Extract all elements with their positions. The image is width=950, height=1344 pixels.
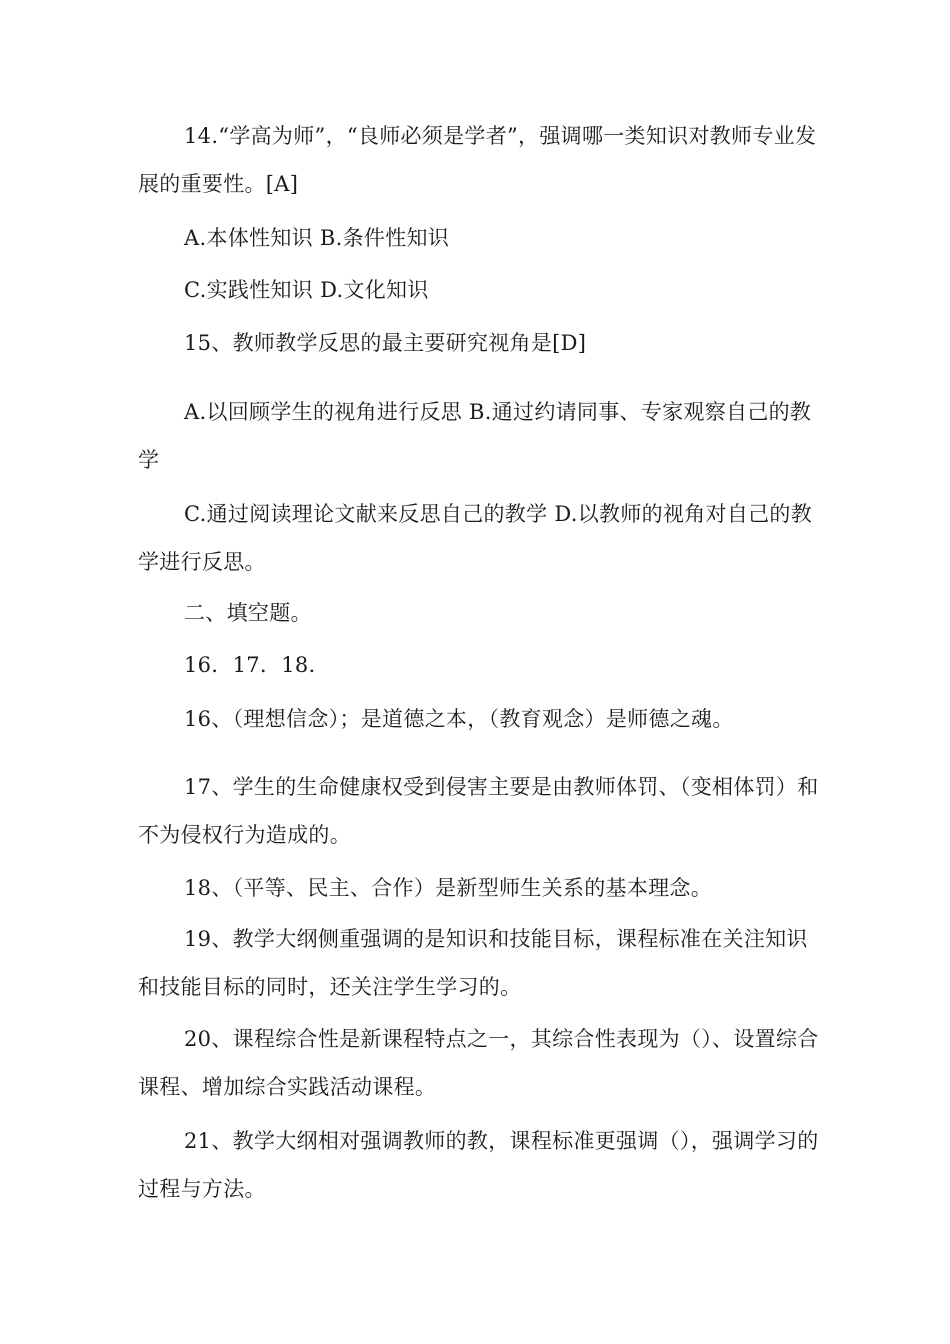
question-14: 14.“学高为师”，“良师必须是学者”，强调哪一类知识对教师专业发展的重要性。[A] bbox=[138, 124, 817, 196]
question-15-options-cd: C.通过阅读理论文献来反思自己的教学 D.以教师的视角对自己的教学进行反思。 bbox=[138, 502, 813, 574]
question-18: 18、（平等、民主、合作）是新型师生关系的基本理念。 bbox=[184, 876, 713, 900]
question-14-options-ab: A.本体性知识 B.条件性知识 bbox=[184, 226, 450, 250]
question-19: 19、教学大纲侧重强调的是知识和技能目标，课程标准在关注知识和技能目标的同时，还关注学生学习的。 bbox=[138, 927, 808, 999]
question-21: 21、教学大纲相对强调教师的教，课程标准更强调（），强调学习的过程与方法。 bbox=[138, 1129, 819, 1201]
question-15: 15、教师教学反思的最主要研究视角是[D] bbox=[184, 331, 587, 355]
question-15-options-ab: A.以回顾学生的视角进行反思 B.通过约请同事、专家观察自己的教学 bbox=[138, 400, 812, 472]
section-heading-fill-in: 二、填空题。 bbox=[184, 601, 312, 625]
question-20: 20、课程综合性是新课程特点之一，其综合性表现为（）、设置综合课程、增加综合实践活动课程。 bbox=[138, 1027, 819, 1099]
question-14-options-cd: C.实践性知识 D.文化知识 bbox=[184, 278, 429, 302]
question-numbers-line: 16．17．18． bbox=[184, 653, 330, 677]
question-16: 16、（理想信念）；是道德之本，（教育观念）是师德之魂。 bbox=[184, 707, 734, 731]
question-17: 17、学生的生命健康权受到侵害主要是由教师体罚、（变相体罚）和不为侵权行为造成的。 bbox=[138, 775, 819, 847]
